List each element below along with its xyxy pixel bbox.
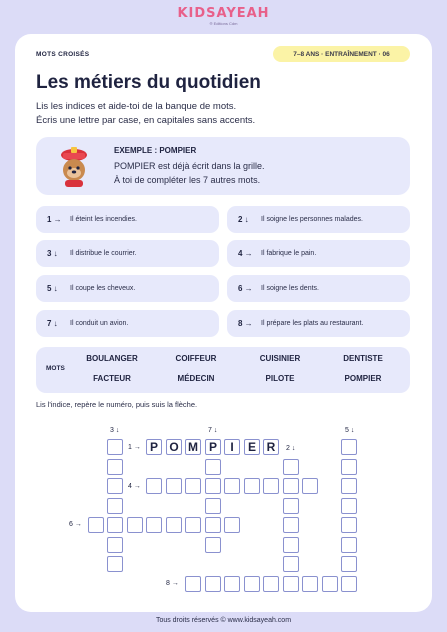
grid-marker-5: 5 ↓ [345, 427, 355, 434]
clue-number: 8 → [238, 319, 253, 328]
clue-text: Il distribue le courrier. [70, 250, 137, 257]
grid-cell[interactable] [341, 537, 357, 553]
grid-cell[interactable] [341, 576, 357, 592]
clue-2 [227, 206, 410, 233]
grid-cell[interactable] [205, 459, 221, 475]
grid-cell[interactable] [341, 556, 357, 572]
grid-cell-prefilled: R [263, 439, 279, 455]
grid-cell[interactable] [205, 517, 221, 533]
clue-text: Il coupe les cheveux. [70, 285, 136, 292]
grid-cell[interactable] [283, 537, 299, 553]
grid-cell[interactable] [185, 576, 201, 592]
grid-cell[interactable] [283, 478, 299, 494]
instructions [36, 100, 255, 128]
clue-number: 2 ↓ [238, 215, 249, 224]
grid-cell[interactable] [185, 478, 201, 494]
grid-cell[interactable] [283, 556, 299, 572]
grid-cell[interactable] [283, 498, 299, 514]
grid-cell[interactable] [127, 517, 143, 533]
clue-text: Il soigne les personnes malades. [261, 216, 363, 223]
grid-cell[interactable] [205, 537, 221, 553]
grid-cell[interactable] [224, 517, 240, 533]
clue-8 [227, 310, 410, 337]
grid-cell-prefilled: I [224, 439, 240, 455]
grid-cell[interactable] [283, 459, 299, 475]
grid-cell-prefilled: P [205, 439, 221, 455]
footer-copyright: Tous droits réservés © www.kidsayeah.com [155, 617, 292, 624]
word-bank-item: FACTEUR [93, 374, 131, 383]
clue-number: 5 ↓ [47, 284, 58, 293]
grid-cell[interactable] [244, 576, 260, 592]
grid-marker-8: 8 → [166, 580, 179, 587]
clue-text: Il fabrique le pain. [261, 250, 317, 257]
grid-cell[interactable] [244, 478, 260, 494]
page-title: Les métiers du quotidien [36, 72, 261, 93]
example-text: POMPIER est déjà écrit dans la grille. [114, 161, 265, 171]
grid-cell[interactable] [224, 478, 240, 494]
grid-cell[interactable] [322, 576, 338, 592]
clue-4 [227, 240, 410, 267]
grid-cell[interactable] [341, 439, 357, 455]
grid-marker-2: 2 ↓ [286, 445, 296, 452]
grid-marker-7: 7 ↓ [208, 427, 218, 434]
logo: KIDSAYEAH [177, 6, 270, 21]
grid-cell[interactable] [263, 576, 279, 592]
clue-number: 1 → [47, 215, 62, 224]
grid-cell[interactable] [107, 498, 123, 514]
clue-6 [227, 275, 410, 302]
level-badge: 7–8 ANS · ENTRAÎNEMENT · 06 [273, 46, 410, 62]
grid-cell[interactable] [166, 517, 182, 533]
clue-5 [36, 275, 219, 302]
instruction-line: Lis les indices et aide-toi de la banque de mots. [36, 101, 237, 112]
grid-marker-4: 4 → [128, 483, 141, 490]
grid-cell[interactable] [146, 478, 162, 494]
grid-marker-1: 1 → [128, 444, 141, 451]
grid-cell[interactable] [205, 498, 221, 514]
grid-hint: Lis l'indice, repère le numéro, puis suis la flèche. [36, 400, 198, 409]
word-bank-item: DENTISTE [343, 354, 383, 363]
grid-cell[interactable] [283, 576, 299, 592]
grid-cell[interactable] [263, 478, 279, 494]
word-bank-item: COIFFEUR [175, 354, 217, 363]
clue-1 [36, 206, 219, 233]
clue-number: 4 → [238, 249, 253, 258]
word-bank-label: MOTS [46, 365, 65, 372]
clue-7 [36, 310, 219, 337]
grid-cell[interactable] [88, 517, 104, 533]
grid-cell[interactable] [107, 517, 123, 533]
grid-cell[interactable] [107, 556, 123, 572]
grid-cell[interactable] [107, 459, 123, 475]
grid-cell-prefilled: E [244, 439, 260, 455]
logo-subtitle: ® Editions Cdm [209, 21, 238, 26]
clue-text: Il éteint les incendies. [70, 216, 137, 223]
clue-text: Il conduit un avion. [70, 320, 129, 327]
grid-cell[interactable] [205, 576, 221, 592]
word-bank-item: PILOTE [265, 374, 295, 383]
grid-cell-prefilled: M [185, 439, 201, 455]
grid-cell[interactable] [205, 478, 221, 494]
grid-cell[interactable] [146, 517, 162, 533]
grid-marker-6: 6 → [69, 521, 82, 528]
grid-cell[interactable] [185, 517, 201, 533]
instruction-line: Écris une lettre par case, en capitales sans accents. [36, 115, 256, 126]
example-title: EXEMPLE : POMPIER [114, 146, 197, 155]
grid-cell[interactable] [341, 498, 357, 514]
grid-cell[interactable] [341, 517, 357, 533]
grid-cell-prefilled: P [146, 439, 162, 455]
clue-text: Il soigne les dents. [261, 285, 319, 292]
word-bank-item: POMPIER [344, 374, 382, 383]
grid-cell[interactable] [341, 459, 357, 475]
word-bank-item: CUISINIER [259, 354, 301, 363]
grid-marker-3: 3 ↓ [110, 427, 120, 434]
clue-number: 6 → [238, 284, 253, 293]
grid-cell[interactable] [224, 576, 240, 592]
word-bank-item: MÉDECIN [177, 374, 215, 383]
grid-cell[interactable] [107, 537, 123, 553]
example-text: À toi de compléter les 7 autres mots. [114, 175, 261, 185]
clue-number: 3 ↓ [47, 249, 58, 258]
grid-cell[interactable] [107, 478, 123, 494]
clue-3 [36, 240, 219, 267]
grid-cell[interactable] [166, 478, 182, 494]
grid-cell[interactable] [302, 576, 318, 592]
grid-cell[interactable] [283, 517, 299, 533]
grid-cell[interactable] [302, 478, 318, 494]
word-bank-item: BOULANGER [86, 354, 138, 363]
worksheet-kicker: MOTS CROISÉS [36, 51, 90, 58]
clue-text: Il prépare les plats au restaurant. [261, 320, 364, 327]
grid-cell[interactable] [341, 478, 357, 494]
grid-cell-prefilled: O [166, 439, 182, 455]
firefighter-mascot-icon [52, 144, 96, 188]
clue-number: 7 ↓ [47, 319, 58, 328]
grid-cell[interactable] [107, 439, 123, 455]
